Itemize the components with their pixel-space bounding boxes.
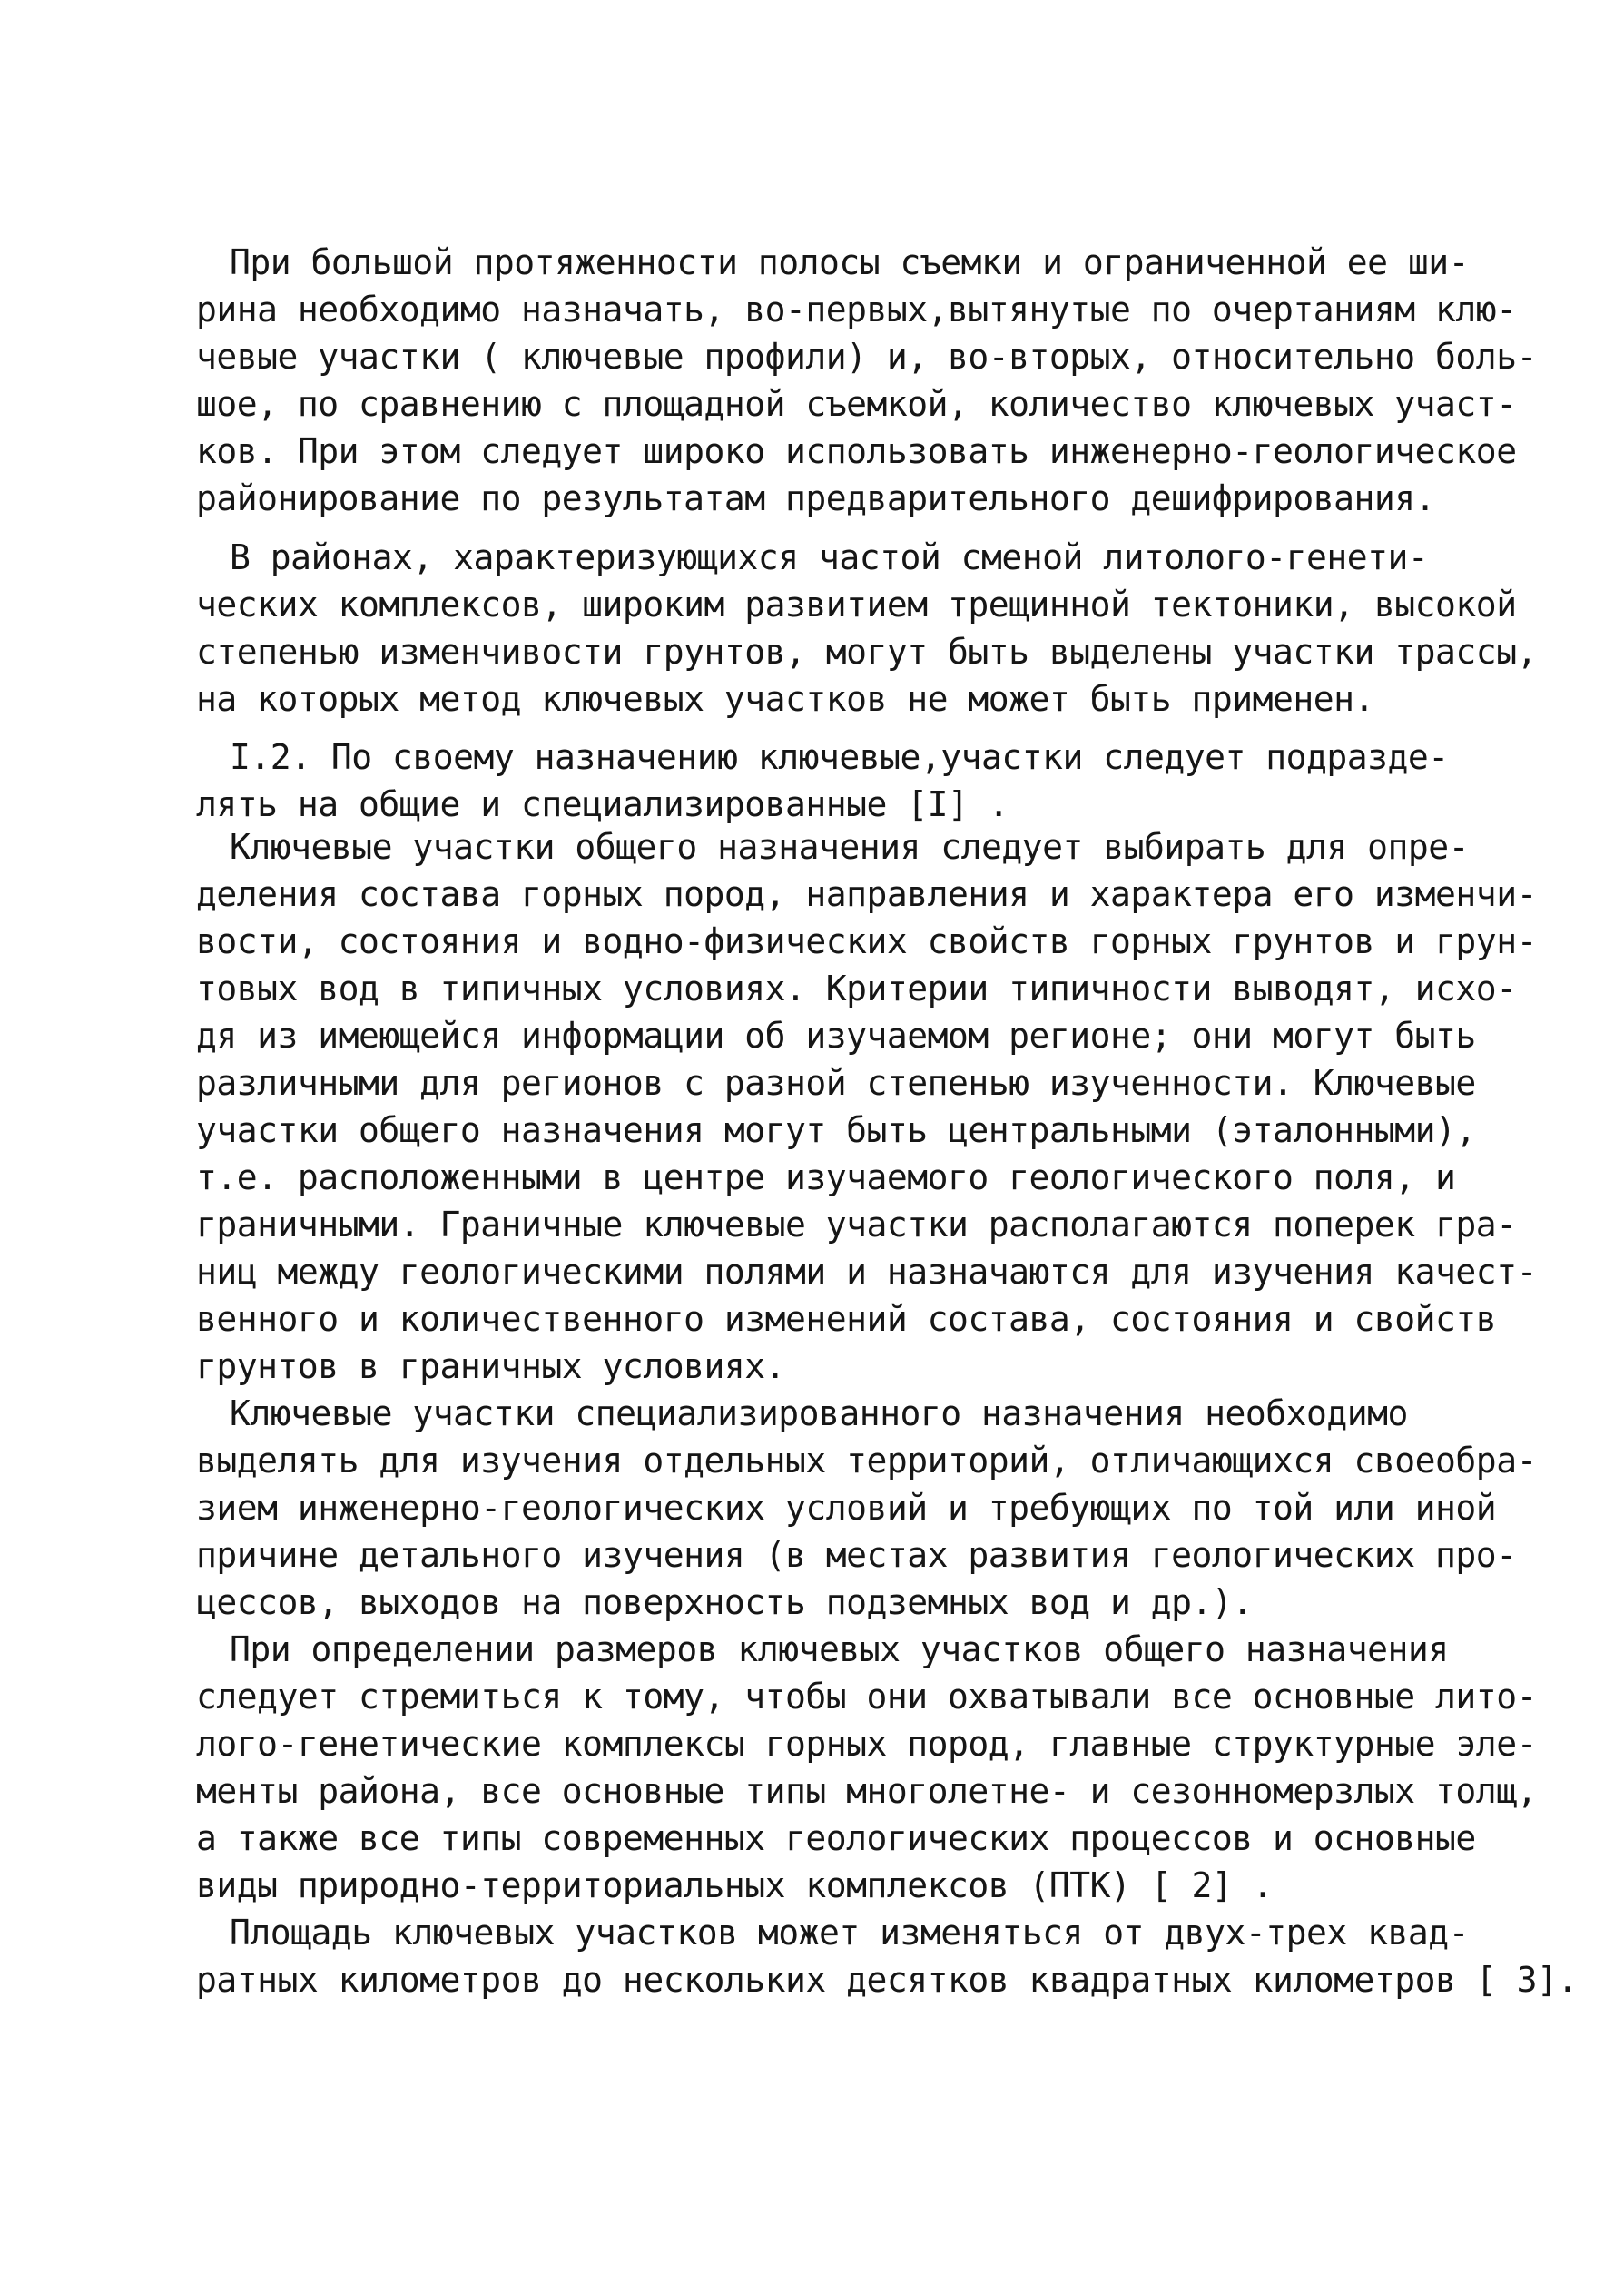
text-line: При определении размеров ключевых участков общего назначения (230, 1629, 1449, 1669)
text-line: виды природно-территориальных комплексов (ПТК) [ 2] . (196, 1865, 1274, 1905)
text-line: зием инженерно-геологических условий и требующих по той или иной (196, 1488, 1497, 1528)
text-line: ратных километров до нескольких десятков квадратных километров [ 3]. (196, 1960, 1578, 2000)
text-line: шое, по сравнению с площадной съемкой, количество ключевых участ- (196, 384, 1517, 424)
text-line: В районах, характеризующихся частой сменой литолого-генети- (230, 537, 1429, 577)
text-line: товых вод в типичных условиях. Критерии типичности выводят, исхо- (196, 969, 1517, 1009)
text-line: участки общего назначения могут быть центральными (эталонными), (196, 1110, 1476, 1150)
text-line: Ключевые участки специализированного назначения необходимо (230, 1393, 1408, 1433)
text-line: степенью изменчивости грунтов, могут быть выделены участки трассы, (196, 632, 1537, 672)
text-line: лять на общие и специализированные [I] . (196, 784, 1009, 824)
text-line: следует стремиться к тому, чтобы они охватывали все основные лито- (196, 1677, 1537, 1717)
text-line: чевые участки ( ключевые профили) и, во-вторых, относительно боль- (196, 337, 1537, 377)
text-line: Ключевые участки общего назначения следует выбирать для опре- (230, 827, 1470, 867)
text-line: менты района, все основные типы многолетне- и сезонномерзлых толщ, (196, 1771, 1537, 1811)
text-line: грунтов в граничных условиях. (196, 1346, 785, 1386)
text-line: ческих комплексов, широким развитием трещинной тектоники, высокой (196, 585, 1517, 625)
text-line: различными для регионов с разной степенью изученности. Ключевые (196, 1063, 1476, 1103)
text-line: рина необходимо назначать, во-первых,вытянутые по очертаниям клю- (196, 290, 1517, 330)
text-line: ниц между геологическими полями и назначаются для изучения качест- (196, 1252, 1537, 1292)
text-line: ков. При этом следует широко использовать инженерно-геологическое (196, 431, 1517, 471)
text-line: вости, состояния и водно-физических свойств горных грунтов и грун- (196, 921, 1537, 961)
text-line: выделять для изучения отдельных территорий, отличающихся своеобра- (196, 1441, 1537, 1481)
text-line: причине детального изучения (в местах развития геологических про- (196, 1535, 1517, 1575)
text-line: деления состава горных пород, направления и характера его изменчи- (196, 874, 1537, 914)
text-line: дя из имеющейся информации об изучаемом регионе; они могут быть (196, 1016, 1476, 1056)
text-line: а также все типы современных геологических процессов и основные (196, 1818, 1476, 1858)
text-line: районирование по результатам предварительного дешифрирования. (196, 478, 1436, 518)
text-line: граничными. Граничные ключевые участки располагаются поперек гра- (196, 1205, 1517, 1245)
text-line: т.е. расположенными в центре изучаемого геологического поля, и (196, 1157, 1456, 1197)
text-line: При большой протяженности полосы съемки и ограниченной ее ши- (230, 242, 1470, 282)
text-line: I.2. По своему назначению ключевые,участки следует подразде- (230, 737, 1449, 777)
text-line: лого-генетические комплексы горных пород, главные структурные эле- (196, 1724, 1537, 1764)
text-line: Площадь ключевых участков может изменяться от двух-трех квад- (230, 1913, 1470, 1953)
text-line: цессов, выходов на поверхность подземных вод и др.). (196, 1582, 1253, 1622)
text-line: венного и количественного изменений состава, состояния и свойств (196, 1299, 1497, 1339)
text-line: на которых метод ключевых участков не может быть применен. (196, 679, 1374, 719)
